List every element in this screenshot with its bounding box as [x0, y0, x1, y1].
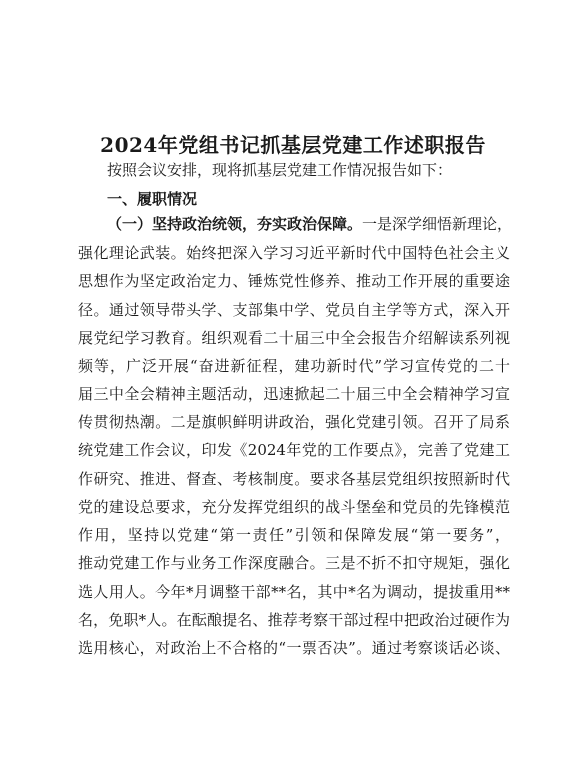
paragraph-line: 传贯彻热潮。二是旗帜鲜明讲政治，强化党建引领。召开了局系: [78, 413, 510, 431]
paragraph-line: 频等，广泛开展“奋进新征程，建功新时代”学习宣传党的二十: [78, 357, 510, 375]
intro-paragraph: 按照会议安排，现将抓基层党建工作情况报告如下：: [107, 161, 453, 179]
paragraph-line: [107, 214, 513, 234]
subheading: （一）坚持政治统领，夯实政治保障。: [107, 215, 363, 233]
paragraph-line: 统党建工作会议，印发《2024年党的工作要点》，完善了党建工: [78, 441, 510, 459]
paragraph-line: 强化理论武装。始终把深入学习习近平新时代中国特色社会主义: [78, 244, 510, 262]
paragraph-line: 作研究、推进、督查、考核制度。要求各基层党组织按照新时代: [78, 470, 510, 488]
paragraph-line: 选用核心，对政治上不合格的“一票否决”。通过考察谈话必谈、: [78, 639, 510, 657]
paragraph-line: 届三中全会精神主题活动，迅速掀起二十届三中全会精神学习宣: [78, 385, 510, 403]
document-title: 2024年党组书记抓基层党建工作述职报告: [100, 133, 486, 157]
paragraph-line: 名，免职*人。在酝酿提名、推荐考察干部过程中把政治过硬作为: [78, 611, 510, 629]
paragraph-line: 思想作为坚定政治定力、锤炼党性修养、推动工作开展的重要途: [78, 272, 510, 290]
paragraph-line: 选人用人。今年*月调整干部**名，其中*名为调动，提拔重用**: [78, 583, 510, 601]
paragraph-line: 推动党建工作与业务工作深度融合。三是不折不扣守规矩，强化: [78, 554, 510, 572]
section-heading: 一、履职情况: [107, 190, 198, 208]
paragraph-line: 径。通过领导带头学、支部集中学、党员自主学等方式，深入开: [78, 301, 510, 319]
paragraph-line-text: 一是深学细悟新理论，: [362, 215, 513, 233]
paragraph-line: 党的建设总要求，充分发挥党组织的战斗堡垒和党员的先锋模范: [78, 498, 510, 516]
paragraph-line: 作用，坚持以党建“第一责任”引领和保障发展“第一要务”，: [78, 526, 510, 544]
paragraph-line: 展党纪学习教育。组织观看二十届三中全会报告介绍解读系列视: [78, 329, 510, 347]
